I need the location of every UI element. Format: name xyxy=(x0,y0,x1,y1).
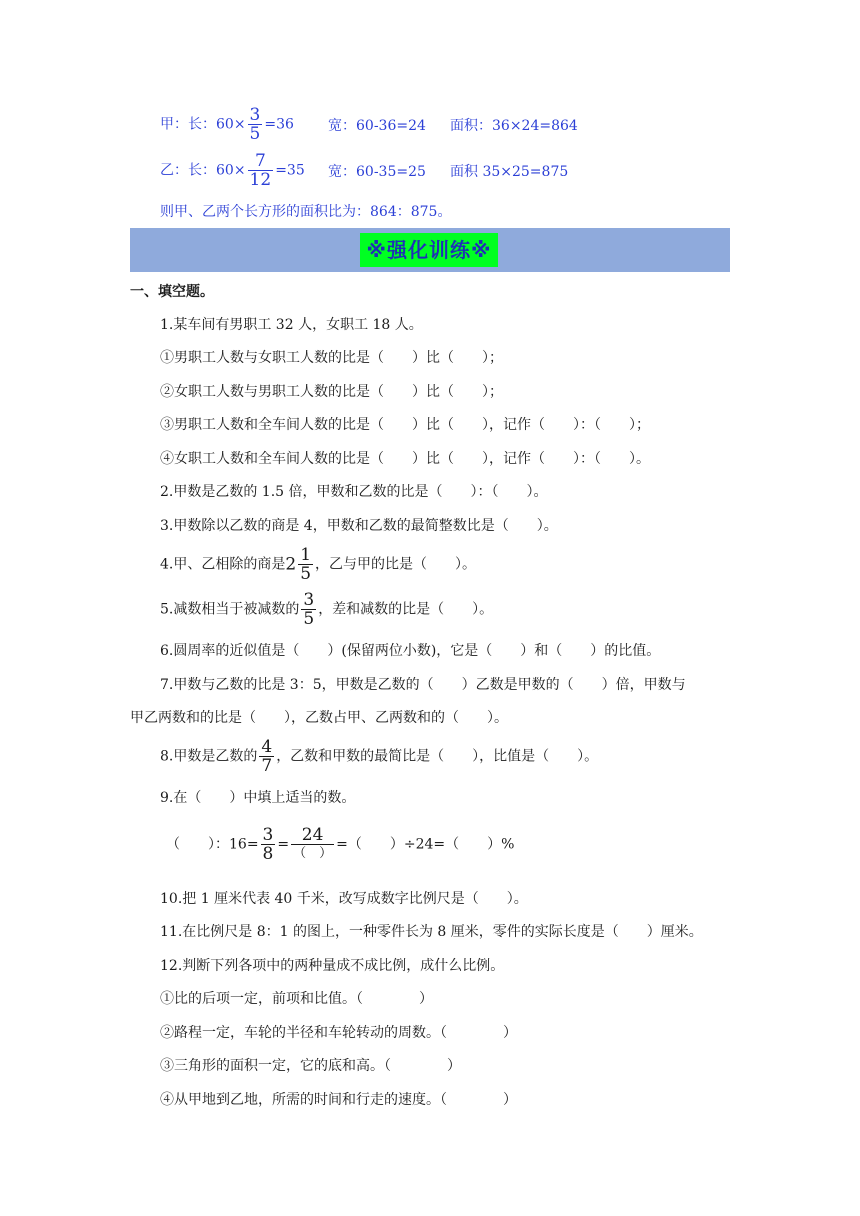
question-1-part-2: ②女职工人数与男职工人数的比是（ ）比（ ）； xyxy=(160,384,503,400)
jia-frac-den: 5 xyxy=(249,124,261,144)
q8-text-after: ，乙数和甲数的最简比是（ ），比值是（ ）。 xyxy=(276,748,599,765)
question-1-part-1: ①男职工人数与女职工人数的比是（ ）比（ ）； xyxy=(160,350,503,366)
q8-text-before: 8.甲数是乙数的 xyxy=(160,748,258,765)
question-4 xyxy=(160,546,476,583)
q9-fraction-2 xyxy=(291,826,334,863)
yi-length-prefix: 乙：长：60× xyxy=(160,162,246,179)
question-9: 9.在（ ）中填上适当的数。 xyxy=(160,790,356,806)
q4-text-after: ，乙与甲的比是（ ）。 xyxy=(315,556,477,573)
yi-length-result: =35 xyxy=(275,162,305,179)
jia-frac-num: 3 xyxy=(249,105,261,125)
question-7-line-1: 7.甲数与乙数的比是 3：5，甲数是乙数的（ ）乙数是甲数的（ ）倍，甲数与 xyxy=(160,677,686,693)
q9-f1-den: 8 xyxy=(262,844,274,864)
yi-area: 面积 35×25=875 xyxy=(450,164,569,180)
q4-frac-den: 5 xyxy=(300,564,312,584)
q9-fraction-1 xyxy=(261,826,276,863)
solution-jia-line xyxy=(160,106,294,143)
question-1: 1.某车间有男职工 32 人，女职工 18 人。 xyxy=(160,317,423,333)
q4-frac-num: 1 xyxy=(300,545,312,565)
q8-frac-num: 4 xyxy=(261,737,273,757)
q9-eq-end: =（ ）÷24=（ ）% xyxy=(336,836,515,853)
question-7-line-2: 甲乙两数和的比是（ ），乙数占甲、乙两数和的（ ）。 xyxy=(130,710,508,726)
q5-frac-num: 3 xyxy=(303,590,315,610)
question-8 xyxy=(160,738,598,775)
question-9-equation xyxy=(166,826,514,863)
q9-f2-den: （ ） xyxy=(293,846,333,861)
section-banner xyxy=(130,228,730,272)
q8-fraction xyxy=(259,738,274,775)
question-6: 6.圆周率的近似值是（ ）(保留两位小数)，它是（ ）和（ ）的比值。 xyxy=(160,643,661,659)
q9-f1-num: 3 xyxy=(262,825,274,845)
jia-length-prefix: 甲：长：60× xyxy=(160,116,246,133)
solution-conclusion: 则甲、乙两个长方形的面积比为：864：875。 xyxy=(160,204,452,220)
question-1-part-4: ④女职工人数和全车间人数的比是（ ）比（ ），记作（ ）：（ ）。 xyxy=(160,451,650,467)
yi-width: 宽：60-35=25 xyxy=(328,164,426,180)
question-3: 3.甲数除以乙数的商是 4，甲数和乙数的最简整数比是（ ）。 xyxy=(160,518,558,534)
question-1-part-3: ③男职工人数和全车间人数的比是（ ）比（ ），记作（ ）：（ ）； xyxy=(160,417,650,433)
question-2: 2.甲数是乙数的 1.5 倍，甲数和乙数的比是（ ）：（ ）。 xyxy=(160,484,548,500)
question-12: 12.判断下列各项中的两种量成不成比例，成什么比例。 xyxy=(160,958,505,974)
q8-frac-den: 7 xyxy=(261,756,273,776)
yi-frac-num: 7 xyxy=(254,151,266,171)
section-title: 一、填空题。 xyxy=(130,284,214,300)
jia-fraction xyxy=(248,106,263,143)
solution-yi-line xyxy=(160,152,305,189)
q5-text-before: 5.减数相当于被减数的 xyxy=(160,601,300,618)
question-12-part-3: ③三角形的面积一定，它的底和高。（ ） xyxy=(160,1058,461,1074)
question-5 xyxy=(160,591,493,628)
jia-area: 面积：36×24=864 xyxy=(450,118,578,134)
q4-whole: 2 xyxy=(285,554,297,575)
question-11: 11.在比例尺是 8：1 的图上，一种零件长为 8 厘米，零件的实际长度是（ ）厘米。 xyxy=(160,924,703,940)
q9-eq-sign: = xyxy=(277,836,290,853)
question-12-part-4: ④从甲地到乙地，所需的时间和行走的速度。（ ） xyxy=(160,1092,517,1108)
yi-fraction xyxy=(248,152,274,189)
q4-fraction xyxy=(298,546,313,583)
q4-text-before: 4.甲、乙相除的商是 xyxy=(160,556,286,573)
jia-width: 宽：60-36=24 xyxy=(328,118,426,134)
question-10: 10.把 1 厘米代表 40 千米，改写成数字比例尺是（ ）。 xyxy=(160,891,528,907)
q5-text-after: ，差和减数的比是（ ）。 xyxy=(318,601,494,618)
q5-frac-den: 5 xyxy=(303,609,315,629)
q9-f2-num: 24 xyxy=(301,825,324,845)
q9-eq-start: （ ）：16= xyxy=(166,836,259,853)
jia-length-result: =36 xyxy=(264,116,294,133)
q5-fraction xyxy=(301,591,316,628)
yi-frac-den: 12 xyxy=(249,170,272,190)
question-12-part-1: ①比的后项一定，前项和比值。（ ） xyxy=(160,991,433,1007)
question-12-part-2: ②路程一定，车轮的半径和车轮转动的周数。（ ） xyxy=(160,1025,517,1041)
banner-title: ※强化训练※ xyxy=(360,233,498,267)
